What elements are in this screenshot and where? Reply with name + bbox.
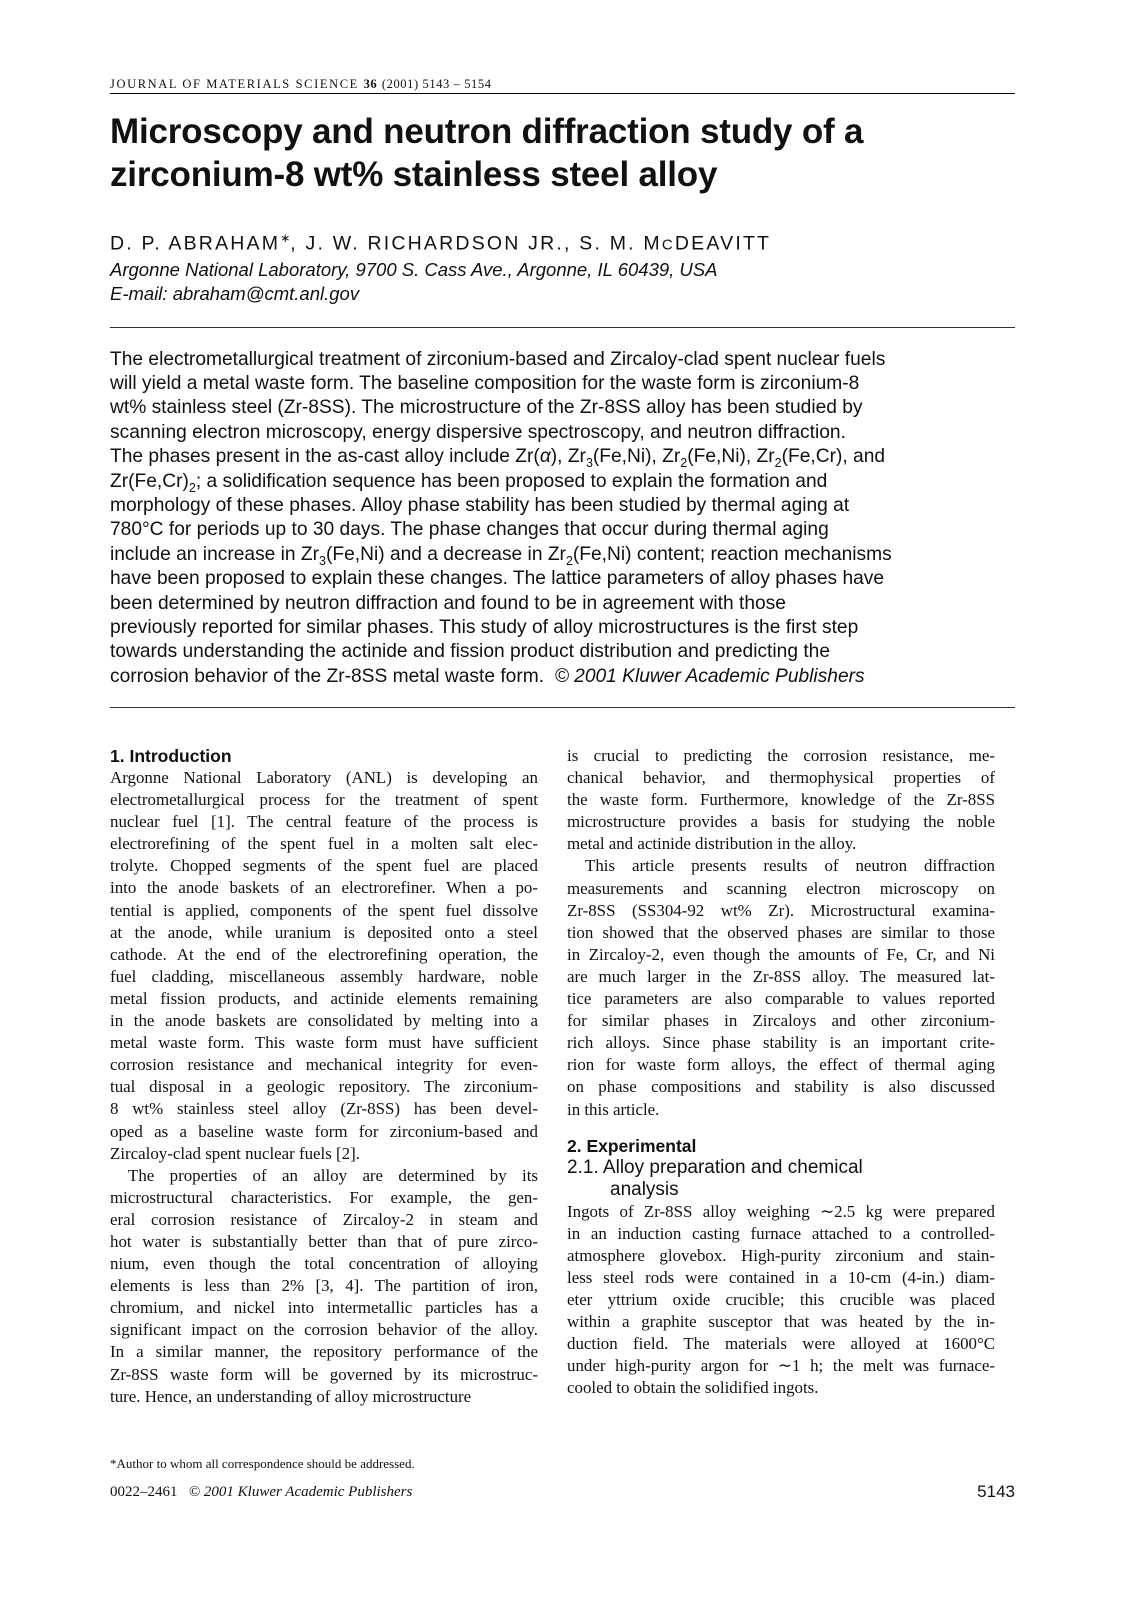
text-line: tion showed that the observed phases are similar to those: [567, 922, 995, 942]
author-names: , J. W. RICHARDSON JR., S. M. M: [290, 232, 662, 255]
article-page: [110, 76, 1015, 1501]
text-line: eter yttrium oxide crucible; this crucible was placed: [567, 1289, 995, 1309]
abstract-line: previously reported for similar phases. This study of alloy microstructures is the first step: [110, 616, 859, 638]
abstract-text: (Fe,Ni) and a decrease in Zr: [326, 543, 566, 565]
intro-paragraph-2: [110, 1165, 538, 1408]
text-line: in an induction casting furnace attached to a controlled-: [567, 1223, 995, 1243]
journal-year-pages: (2001) 5143 – 5154: [381, 77, 492, 91]
text-line: In a similar manner, the repository performance of the: [110, 1342, 538, 1362]
text-line: less steel rods were contained in a 10-cm (4-in.) diam-: [567, 1267, 995, 1287]
text-line: This article presents results of neutron diffraction: [585, 856, 995, 876]
text-line: chanical behavior, and thermophysical properties of: [567, 768, 995, 788]
text-line: significant impact on the corrosion behavior of the alloy.: [110, 1320, 538, 1340]
text-line: electrometallurgical process for the treatment of spent: [110, 790, 538, 810]
divider: [110, 707, 1015, 708]
text-line: tual disposal in a geologic repository. The zirconium-: [110, 1077, 538, 1097]
abstract-line: [110, 665, 1015, 689]
abstract-text: corrosion behavior of the Zr-8SS metal waste form.: [110, 665, 545, 687]
subsection-title-line: analysis: [610, 1178, 679, 1200]
running-head: [110, 76, 1015, 94]
text-line: on phase compositions and stability is also discussed: [567, 1077, 995, 1097]
text-line: microstructure provides a basis for studying the noble: [567, 812, 995, 832]
author-name-rest: DEAVITT: [674, 232, 772, 255]
footer-copyright: © 2001 Kluwer Academic Publishers: [188, 1484, 413, 1500]
text-line: trolyte. Chopped segments of the spent fuel are placed: [110, 856, 538, 876]
text-line: microstructural characteristics. For example, the gen-: [110, 1187, 538, 1207]
abstract-text: ; a solidification sequence has been proposed to explain the formation and: [195, 470, 828, 492]
text-line: fuel cladding, miscellaneous assembly hardware, noble: [110, 966, 538, 986]
text-line: ture. Hence, an understanding of alloy microstructure: [110, 1386, 472, 1406]
text-line: electrorefining of the spent fuel in a molten salt elec-: [110, 834, 538, 854]
text-line: oped as a baseline waste form for zirconium-based and: [110, 1121, 538, 1141]
text-line: rion for waste form alloys, the effect of thermal aging: [567, 1055, 995, 1075]
text-line: tential is applied, components of the spent fuel dissolve: [110, 900, 538, 920]
text-line: rich alloys. Since phase stability is an important crite-: [567, 1033, 995, 1053]
section-heading-introduction: 1. Introduction: [110, 746, 232, 766]
text-line: in the anode baskets are consolidated by melting into a: [110, 1011, 538, 1031]
abstract-line: have been proposed to explain these changes. The lattice parameters of alloy phases have: [110, 568, 885, 590]
title-line: zirconium-8 wt% stainless steel alloy: [110, 155, 718, 194]
text-line: Zr-8SS (SS304-92 wt% Zr). Microstructural examina-: [567, 900, 995, 920]
abstract-text: ), Zr: [550, 446, 586, 468]
abstract-text: The phases present in the as-cast alloy include Zr(: [110, 446, 540, 468]
subscript: 2: [680, 455, 688, 470]
abstract-line: wt% stainless steel (Zr-8SS). The microstructure of the Zr-8SS alloy has been studied by: [110, 397, 863, 419]
abstract-text: Zr(Fe,Cr): [110, 470, 189, 492]
subsection-title-line: 2.1. Alloy preparation and chemical: [567, 1156, 863, 1178]
page-footer: [110, 1484, 1015, 1506]
text-line: measurements and scanning electron microscopy on: [567, 878, 995, 898]
text-line: duction field. The materials were alloyed at 1600°C: [567, 1334, 995, 1354]
section-gap: [567, 1121, 995, 1135]
abstract-line: [110, 470, 1015, 494]
text-line: Zircaloy-clad spent nuclear fuels [2].: [110, 1143, 360, 1163]
text-line: metal fission products, and actinide elements remaining: [110, 988, 538, 1008]
text-line: metal and actinide distribution in the alloy.: [567, 834, 857, 854]
text-line: corrosion resistance and mechanical integrity for even-: [110, 1055, 538, 1075]
page-number: 5143: [977, 1482, 1015, 1501]
intro-paragraph-1: [110, 767, 538, 1165]
abstract-text: (Fe,Ni), Zr: [687, 446, 775, 468]
text-line: for similar phases in Zircaloys and other zirconium-: [567, 1011, 995, 1031]
abstract-text: (Fe,Cr), and: [781, 446, 886, 468]
author-list: [110, 226, 1015, 258]
abstract-line: been determined by neutron diffraction and found to be in agreement with those: [110, 592, 786, 614]
text-line: in Zircaloy-2, even though the amounts of Fe, Cr, and Ni: [567, 944, 995, 964]
text-line: 8 wt% stainless steel alloy (Zr-8SS) has been devel-: [110, 1099, 538, 1119]
text-line: cathode. At the end of the electrorefining operation, the: [110, 944, 538, 964]
text-line: metal waste form. This waste form must have sufficient: [110, 1033, 538, 1053]
text-line: into the anode baskets of an electrorefiner. When a po-: [110, 878, 538, 898]
journal-name: JOURNAL OF MATERIALS SCIENCE: [110, 77, 359, 91]
subscript: 2: [565, 553, 573, 568]
abstract: [110, 348, 1015, 690]
abstract-line: scanning electron microscopy, energy dispersive spectroscopy, and neutron diffraction.: [110, 421, 846, 443]
subscript: 3: [585, 455, 593, 470]
text-line: at the anode, while uranium is deposited onto a steel: [110, 922, 538, 942]
abstract-line: morphology of these phases. Alloy phase stability has been studied by thermal aging at: [110, 494, 850, 516]
text-line: Zr-8SS waste form will be governed by its microstruc-: [110, 1364, 538, 1384]
subsection-heading: [567, 1157, 995, 1201]
abstract-line: towards understanding the actinide and fission product distribution and predicting the: [110, 641, 830, 663]
article-title: [110, 110, 1015, 196]
abstract-text: (Fe,Ni), Zr: [592, 446, 681, 468]
journal-volume: 36: [363, 77, 378, 91]
subscript: 2: [188, 480, 196, 495]
text-line: Ingots of Zr-8SS alloy weighing ∼2.5 kg were prepared: [567, 1201, 995, 1221]
text-line: elements is less than 2% [3, 4]. The partition of iron,: [110, 1276, 538, 1296]
affiliation: Argonne National Laboratory, 9700 S. Cass Ave., Argonne, IL 60439, USA: [110, 258, 718, 280]
text-line: nuclear fuel [1]. The central feature of the process is: [110, 812, 538, 832]
abstract-text: (Fe,Ni) content; reaction mechanisms: [572, 543, 892, 565]
text-line: is crucial to predicting the corrosion resistance, me-: [567, 746, 995, 765]
abstract-line: [110, 445, 1015, 469]
abstract-line: will yield a metal waste form. The baseline composition for the waste form is zirconium-8: [110, 372, 860, 394]
subscript: 2: [774, 455, 782, 470]
section-heading-experimental: 2. Experimental: [567, 1135, 697, 1156]
alpha-symbol: α: [539, 446, 551, 468]
text-line: cooled to obtain the solidified ingots.: [567, 1378, 819, 1398]
left-column: [110, 745, 538, 1408]
author-name-smallcap: C: [661, 236, 675, 254]
author-name: D. P. ABRAHAM: [110, 232, 281, 255]
text-line: atmosphere glovebox. High-purity zirconium and stain-: [567, 1245, 995, 1265]
intro-paragraph-3: [567, 855, 995, 1120]
text-line: nium, even though the total concentration of alloying: [110, 1254, 538, 1274]
text-line: in this article.: [567, 1099, 660, 1119]
corresponding-author-mark: ∗: [280, 231, 291, 245]
intro-paragraph-continued: [567, 745, 995, 855]
footer-issn: [110, 1484, 412, 1501]
text-line: The properties of an alloy are determined by its: [128, 1165, 538, 1185]
abstract-line: The electrometallurgical treatment of zirconium-based and Zircaloy-clad spent nuclear fuels: [110, 348, 886, 370]
abstract-line: [110, 543, 1015, 567]
text-line: the waste form. Furthermore, knowledge of the Zr-8SS: [567, 790, 995, 810]
text-line: within a graphite susceptor that was heated by the in-: [567, 1312, 995, 1332]
text-line: chromium, and nickel into intermetallic particles has a: [110, 1298, 538, 1318]
experimental-paragraph: [567, 1201, 995, 1400]
text-line: tice parameters are also comparable to values reported: [567, 989, 995, 1009]
text-line: Argonne National Laboratory (ANL) is developing an: [110, 768, 538, 787]
abstract-text: include an increase in Zr: [110, 543, 320, 565]
text-line: eral corrosion resistance of Zircaloy-2 in steam and: [110, 1209, 538, 1229]
text-line: under high-purity argon for ∼1 h; the melt was furnace-: [567, 1356, 995, 1376]
right-column: [567, 745, 995, 1399]
text-line: are much larger in the Zr-8SS alloy. The measured lat-: [567, 966, 995, 986]
title-line: Microscopy and neutron diffraction study of a: [110, 112, 864, 151]
author-email: E-mail: abraham@cmt.anl.gov: [110, 282, 360, 304]
abstract-line: 780°C for periods up to 30 days. The phase changes that occur during thermal aging: [110, 519, 829, 541]
footnote: *Author to whom all correspondence should be addressed.: [110, 1456, 415, 1471]
divider: [110, 327, 1015, 328]
text-line: hot water is substantially better than that of pure zirco-: [110, 1231, 538, 1251]
subscript: 3: [319, 553, 326, 568]
abstract-copyright: © 2001 Kluwer Academic Publishers: [554, 665, 865, 687]
issn-number: 0022–2461: [110, 1484, 178, 1500]
